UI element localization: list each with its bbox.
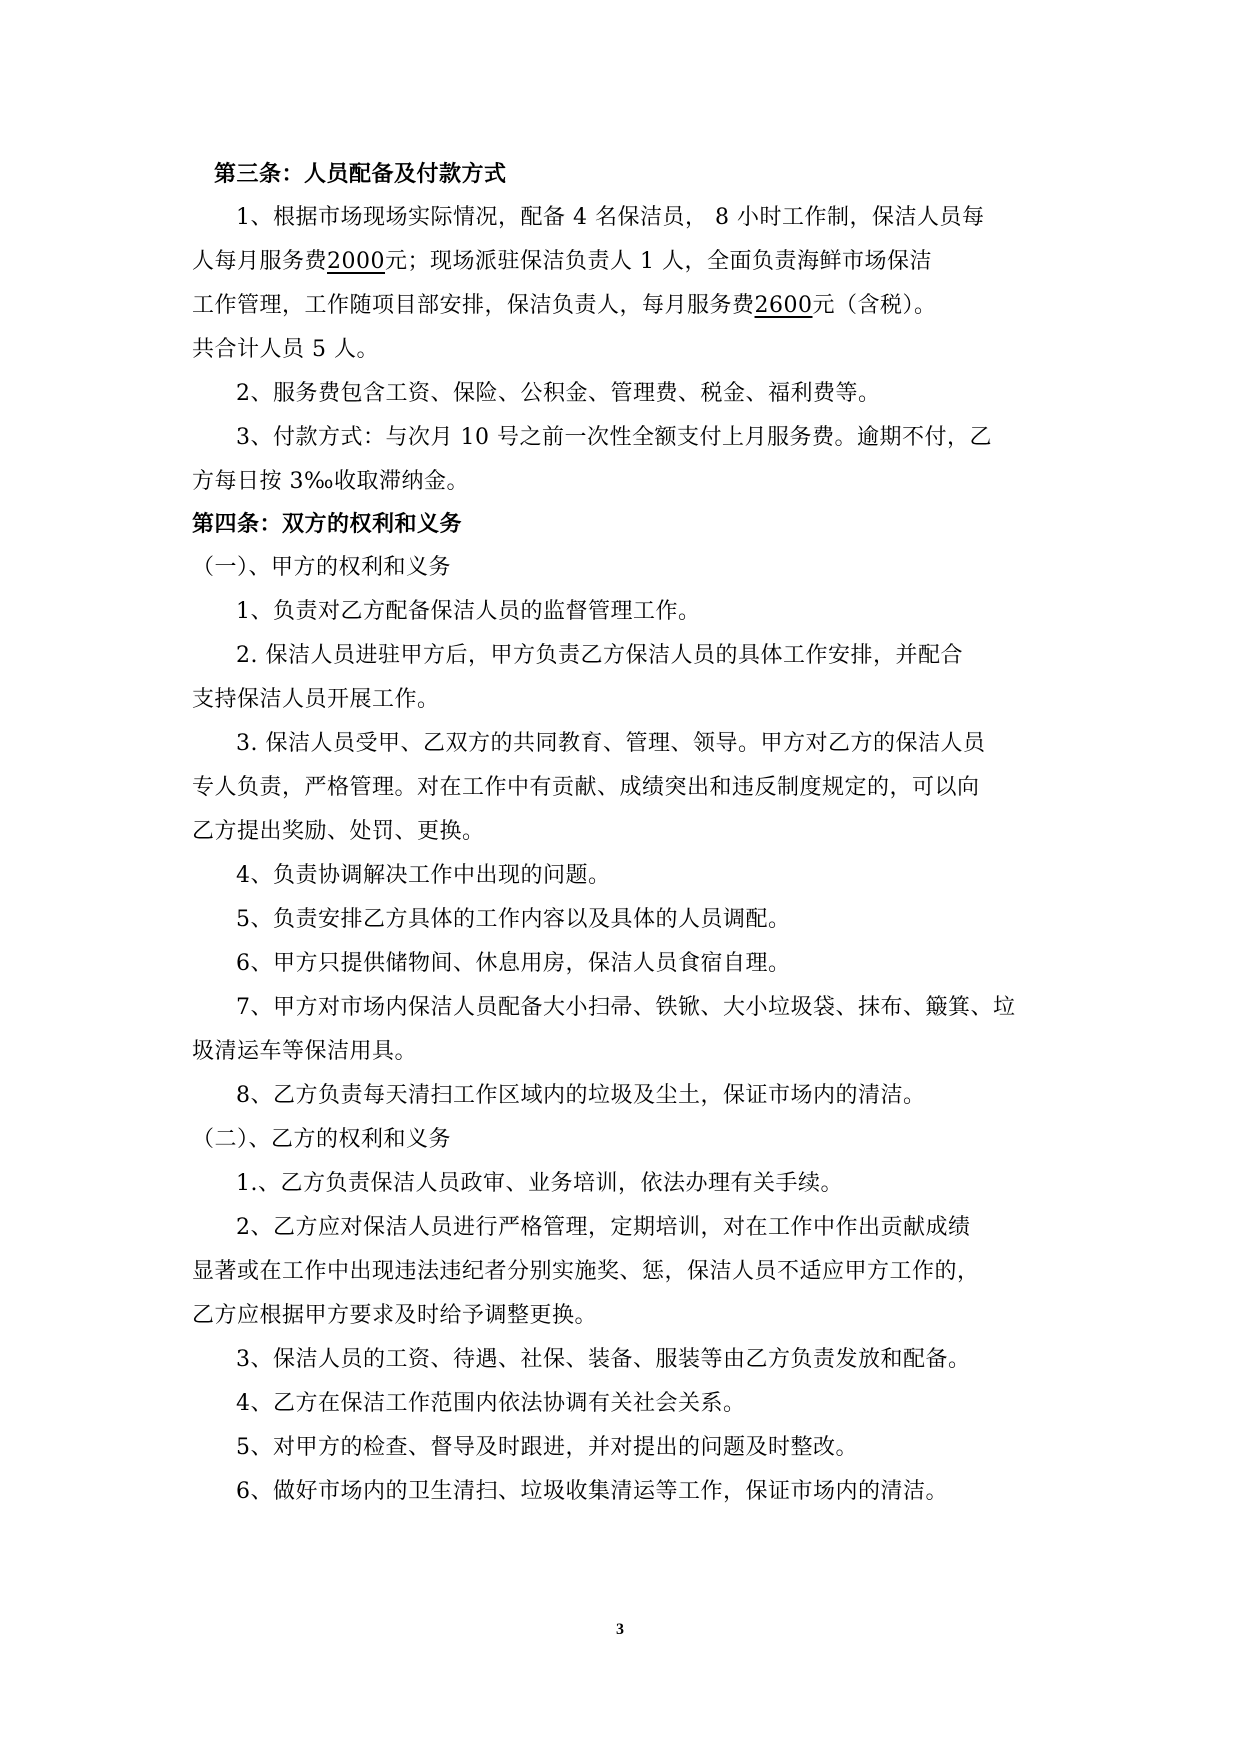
text-run: 人每月服务费: [192, 249, 328, 274]
list-item: 4、乙方在保洁工作范围内依法协调有关社会关系。: [236, 1391, 746, 1416]
list-item: 乙方应根据甲方要求及时给予调整更换。: [192, 1303, 598, 1328]
section-4-heading: 第四条：双方的权利和义务: [192, 512, 463, 537]
staff-fee-amount: 2000: [327, 249, 386, 274]
section-3-heading: 第三条：人员配备及付款方式: [214, 162, 507, 187]
list-item: 2、乙方应对保洁人员进行严格管理，定期培训，对在工作中作出贡献成绩: [236, 1215, 971, 1240]
supervisor-fee-amount: 2600: [754, 293, 813, 318]
subsection-title: （一）、甲方的权利和义务: [192, 555, 452, 580]
list-item: 圾清运车等保洁用具。: [192, 1039, 418, 1064]
paragraph-line: 方每日按 3‰收取滞纳金。: [192, 469, 470, 494]
paragraph-line: [192, 247, 932, 277]
list-item: 乙方提出奖励、处罚、更换。: [192, 819, 485, 844]
list-item: 2. 保洁人员进驻甲方后，甲方负责乙方保洁人员的具体工作安排，并配合: [236, 643, 963, 668]
list-item: 显著或在工作中出现违法违纪者分别实施奖、惩，保洁人员不适应甲方工作的，: [192, 1259, 980, 1284]
list-item: 5、对甲方的检查、督导及时跟进，并对提出的问题及时整改。: [236, 1435, 858, 1460]
list-item: 4、负责协调解决工作中出现的问题。: [236, 863, 611, 888]
list-item: 7、甲方对市场内保洁人员配备大小扫帚、铁锨、大小垃圾袋、抹布、簸箕、垃: [236, 995, 1016, 1020]
paragraph-line: 共合计人员 5 人。: [192, 337, 379, 362]
list-item: 5、负责安排乙方具体的工作内容以及具体的人员调配。: [236, 907, 791, 932]
list-item: 1、负责对乙方配备保洁人员的监督管理工作。: [236, 599, 701, 624]
text-run: 元；现场派驻保洁负责人 1 人，全面负责海鲜市场保洁: [385, 249, 933, 274]
list-item: 3、保洁人员的工资、待遇、社保、装备、服装等由乙方负责发放和配备。: [236, 1347, 971, 1372]
text-run: 工作管理，工作随项目部安排，保洁负责人，每月服务费: [192, 293, 755, 318]
paragraph-line: 3、付款方式：与次月 10 号之前一次性全额支付上月服务费。逾期不付，乙: [236, 425, 992, 450]
paragraph-line: [192, 291, 937, 321]
subsection-title: （二）、乙方的权利和义务: [192, 1127, 452, 1152]
paragraph-line: 1、根据市场现场实际情况，配备 4 名保洁员， 8 小时工作制，保洁人员每: [236, 205, 985, 230]
page-number: 3: [616, 1621, 624, 1638]
paragraph-line: 2、服务费包含工资、保险、公积金、管理费、税金、福利费等。: [236, 381, 881, 406]
list-item: 6、做好市场内的卫生清扫、垃圾收集清运等工作，保证市场内的清洁。: [236, 1479, 948, 1504]
list-item: 支持保洁人员开展工作。: [192, 687, 440, 712]
text-run: 元（含税）。: [812, 293, 937, 318]
list-item: 专人负责，严格管理。对在工作中有贡献、成绩突出和违反制度规定的，可以向: [192, 775, 980, 800]
list-item: 1.、乙方负责保洁人员政审、业务培训，依法办理有关手续。: [236, 1171, 843, 1196]
list-item: 6、甲方只提供储物间、休息用房，保洁人员食宿自理。: [236, 951, 791, 976]
list-item: 3. 保洁人员受甲、乙双方的共同教育、管理、领导。甲方对乙方的保洁人员: [236, 731, 986, 756]
list-item: 8、乙方负责每天清扫工作区域内的垃圾及尘土，保证市场内的清洁。: [236, 1083, 926, 1108]
